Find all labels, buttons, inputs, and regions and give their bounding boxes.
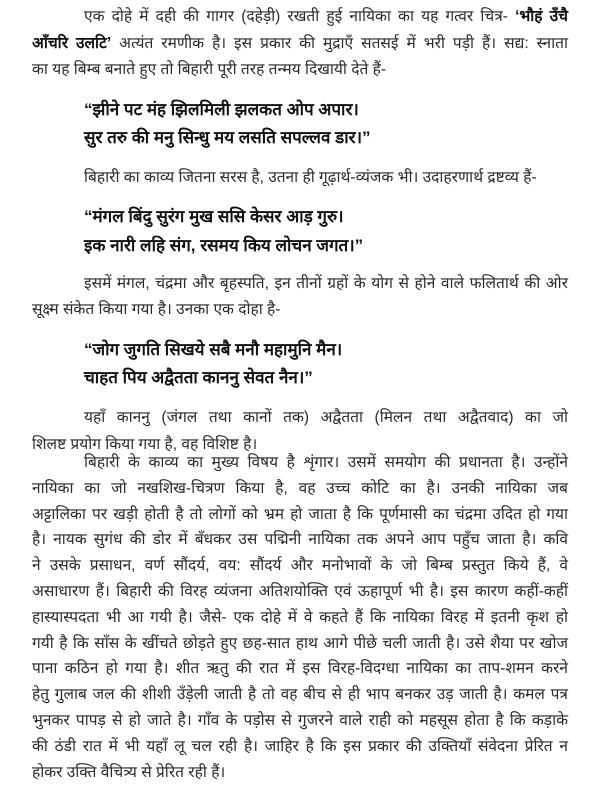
text-line: पाना कठिन हो गया है। शीत ऋतु की रात में इस विरह-विदग्धा नायिका का ताप-शमन करने — [32, 660, 568, 678]
bold-quote: आँचरि उलटि’ — [32, 35, 112, 52]
text-line — [84, 6, 568, 28]
text-line: हास्यास्पदता भी आ गयी है। जैसे- एक दोहे में वे कहते हैं कि नायिका विरह में इतनी कृश हो — [32, 608, 568, 626]
text: अत्यंत रमणीक है। इस प्रकार की मुद्राएँ सतसई में भरी पड़ी हैं। सद्य: स्नाता — [111, 35, 568, 52]
text-line — [32, 33, 568, 55]
bold-quote: ‘भौहं उँचै — [515, 8, 568, 25]
verse-line: “जोग जुगति सिखये सबै मनौ महामुनि मैन। — [84, 340, 343, 359]
text-line: होकर उक्ति वैचित्र्य से प्रेरित रही हैं। — [32, 763, 226, 781]
verse-line: “झीने पट मंह झिलमिली झलकत ओप अपार। — [84, 100, 359, 119]
text-line: सूक्ष्म संकेत किया गया है। उनका एक दोहा है- — [32, 301, 281, 318]
text-line: अट्टालिका पर खड़ी होती है तो लोगों को भ्रम हो जाता है कि पूर्णमासी का चंद्रमा उदित हो गया — [32, 505, 568, 523]
verse-line: “मंगल बिंदु सुरंग मुख ससि केसर आड़ गुरु। — [84, 207, 344, 226]
text-line: यहाँ काननु (जंगल तथा कानों तक) अद्वैतता (मिलन तथा अद्वैतवाद) का जो — [84, 409, 568, 426]
verse-line: सुर तरु की मनु सिन्धु मय लसति सपल्लव डार।” — [84, 128, 371, 147]
text-line: का यह बिम्ब बनाते हुए तो बिहारी पूरी तरह तन्मय दिखायी देते हैं- — [32, 61, 386, 78]
text-line: बिहारी के काव्य का मुख्य विषय है शृंगार। उसमें समयोग की प्रधानता है। उन्होंने — [84, 454, 568, 471]
text-line: गयी है कि साँस के खींचते छोड़ते हुए छह-सात हाथ आगे पीछे चली जाती है। उसे शैया पर खोज — [32, 634, 568, 652]
text-line: इसमें मंगल, चंद्रमा और बृहस्पति, इन तीनों ग्रहों के योग से होने वाले फलितार्थ की ओर — [84, 275, 568, 292]
verse-line: इक नारी लहि संग, रसमय किय लोचन जगत।” — [84, 236, 364, 255]
paragraph-2: बिहारी का काव्य जितना सरस है, उतना ही गूढ़ार्थ-व्यंजक भी। उदाहरणार्थ द्रष्टव्य हैं- — [84, 169, 537, 186]
text-line: ने उसके प्रसाधन, वर्ण सौंदर्य, वय: सौंदर्य और मनोभावों के जो बिम्ब प्रस्तुत किये हैं, वे — [32, 557, 568, 575]
text-line: शिलष्ट प्रयोग किया गया है, वह विशिष्ट है। — [32, 436, 258, 453]
text-line: की ठंडी रात में भी यहाँ लू चल रही है। जाहिर है कि इस प्रकार की उक्तियाँ संवेदना प्रेरित न — [32, 737, 568, 755]
verse-line: चाहत पिय अद्वैतता काननु सेवत नैन।” — [84, 368, 313, 387]
text-line: हेतु गुलाब जल की शीशी उँड़ेली जाती है तो वह बीच से ही भाप बनकर उड़ जाती है। कमल पत्र — [32, 686, 568, 704]
text-line: है। नायक सुगंध की डोर में बँधकर उस पद्मिनी नायिका तक अपने आप पहुँच जाता है। कवि — [32, 531, 568, 549]
text-line: भुनकर पापड़ से हो जाते है। गाँव के पड़ोस से गुजरने वाले राही को महसूस होता है कि कड़ाके — [32, 712, 568, 729]
text-line: नायिका का जो नखशिख-चित्रण किया है, वह उच्च कोटि का है। उनकी नायिका जब — [32, 479, 568, 497]
text: एक दोहे में दही की गागर (दहेड़ी) रखती हुई नायिका का यह गत्वर चित्र- — [84, 8, 516, 25]
text-line: असाधारण हैं। बिहारी की विरह व्यंजना अतिशयोक्ति एवं ऊहापूर्ण भी है। इस कारण कहीं-कहीं — [32, 583, 568, 600]
